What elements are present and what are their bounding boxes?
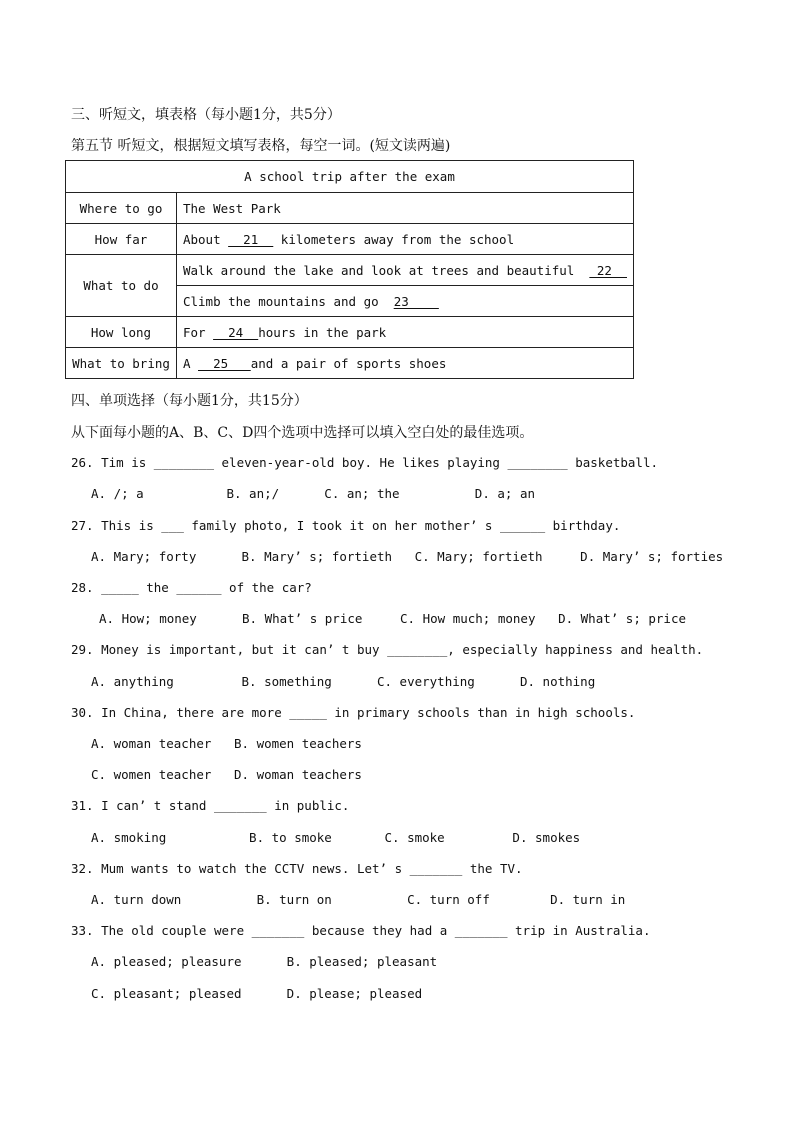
row-label-how-far: How far: [66, 224, 177, 255]
options-33-line1: A. pleased; pleasure B. pleased; pleasant: [91, 954, 438, 969]
section4-heading: 四、单项选择（每小题1分，共15分）: [71, 393, 308, 409]
blank-25: 25: [198, 355, 251, 371]
options-27: A. Mary; forty B. Mary’ s; fortieth C. Mary; fortieth D. Mary’ s; forties: [91, 549, 724, 564]
question-28: 28. _____ the ______ of the car?: [71, 580, 312, 595]
row-content-where: The West Park: [176, 193, 633, 224]
table-row: [66, 317, 634, 348]
row-label-what-to-do: What to do: [66, 255, 177, 317]
trip-table: [65, 160, 634, 379]
options-26: A. /; a B. an;/ C. an; the D. a; an: [91, 486, 536, 501]
text-segment: For: [182, 324, 214, 340]
text-segment: About: [182, 231, 229, 247]
options-32: A. turn down B. turn on C. turn off D. turn in: [91, 892, 626, 907]
table-row: [66, 193, 634, 224]
row-content-how-far: [176, 224, 633, 255]
text-segment: Walk around the lake and look at trees and beautiful: [182, 262, 590, 278]
question-29: 29. Money is important, but it can’ t buy ________, especially happiness and health.: [71, 642, 704, 657]
row-content-how-long: [176, 317, 633, 348]
text-segment: and a pair of sports shoes: [250, 355, 447, 371]
options-28: A. How; money B. What’ s price C. How much; money D. What’ s; price: [99, 611, 686, 626]
text-segment: A: [182, 355, 199, 371]
table-title: A school trip after the exam: [66, 161, 634, 193]
table-row: [66, 348, 634, 379]
table-row: [66, 255, 634, 286]
options-29: A. anything B. something C. everything D. nothing: [91, 674, 596, 689]
options-30-line1: A. woman teacher B. women teachers: [91, 736, 362, 751]
table-row: [66, 224, 634, 255]
text-segment: hours in the park: [258, 324, 387, 340]
question-32: 32. Mum wants to watch the CCTV news. Let’ s _______ the TV.: [71, 861, 523, 876]
blank-21: 21: [228, 231, 274, 247]
options-30-line2: C. women teacher D. woman teachers: [91, 767, 362, 782]
row-content-what-to-bring: [176, 348, 633, 379]
question-31: 31. I can’ t stand _______ in public.: [71, 798, 350, 813]
blank-23: 23: [393, 293, 439, 309]
question-30: 30. In China, there are more _____ in primary schools than in high schools.: [71, 705, 636, 720]
question-33: 33. The old couple were _______ because they had a _______ trip in Australia.: [71, 923, 651, 938]
options-33-line2: C. pleasant; pleased D. please; pleased: [91, 986, 423, 1001]
question-26: 26. Tim is ________ eleven-year-old boy. He likes playing ________ basketball.: [71, 455, 658, 470]
section3-heading: 三、听短文，填表格（每小题1分，共5分）: [71, 107, 341, 123]
section4-instruction: 从下面每小题的A、B、C、D四个选项中选择可以填入空白处的最佳选项。: [71, 425, 534, 441]
blank-24: 24: [213, 324, 259, 340]
question-27: 27. This is ___ family photo, I took it on her mother’ s ______ birthday.: [71, 518, 621, 533]
blank-22: 22: [589, 262, 627, 278]
section3-subheading: 第五节 听短文，根据短文填写表格，每空一词。(短文读两遍): [71, 138, 451, 154]
table-title-row: [66, 161, 634, 193]
row-label-what-to-bring: What to bring: [66, 348, 177, 379]
row-content-what-to-do-2: [176, 286, 633, 317]
row-label-how-long: How long: [66, 317, 177, 348]
row-content-what-to-do-1: [176, 255, 633, 286]
text-segment: Climb the mountains and go: [182, 293, 394, 309]
text-segment: kilometers away from the school: [273, 231, 515, 247]
row-label-where: Where to go: [66, 193, 177, 224]
options-31: A. smoking B. to smoke C. smoke D. smokes: [91, 830, 581, 845]
